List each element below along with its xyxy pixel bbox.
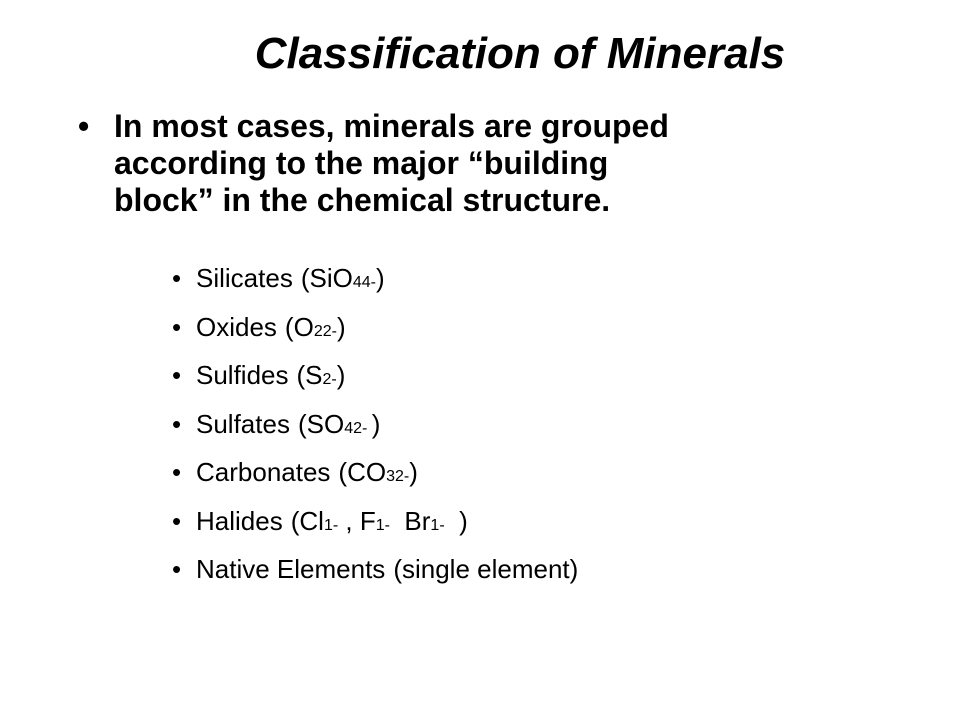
bullet-icon: • <box>172 263 182 293</box>
mineral-group-name: Oxides <box>196 311 277 342</box>
mineral-group-name: Sulfides <box>196 360 289 390</box>
formula-open: (Cl <box>290 505 324 536</box>
bullet-icon: • <box>172 360 182 390</box>
list-item-native-elements <box>172 549 578 598</box>
mineral-group-name: Sulfates <box>196 408 290 439</box>
list-item-carbonates: • Carbonates (CO 3 2- ) <box>172 452 578 501</box>
formula-open: (O <box>284 311 314 342</box>
bullet-icon: • <box>172 554 182 584</box>
list-item-halides: • Halides (Cl 1- , F 1- Br 1- ) <box>172 501 578 550</box>
formula-open: (single element) <box>393 554 579 584</box>
formula-close: ) <box>375 263 385 293</box>
formula-open: (CO <box>338 457 387 487</box>
formula-open: (SO <box>297 408 345 439</box>
mineral-group-name: Carbonates <box>196 457 331 487</box>
formula-close: ) <box>336 360 346 390</box>
bullet-icon: • <box>172 457 182 487</box>
bullet-icon: • <box>172 311 182 342</box>
formula-close: ) <box>409 457 418 487</box>
formula-part: Br <box>389 505 431 536</box>
main-bullet-text: In most cases, minerals are grouped according to the major “building block” in the chemical structure. <box>114 108 669 218</box>
mineral-group-name: Native Elements <box>196 554 386 584</box>
mineral-group-name: Silicates <box>196 263 293 293</box>
bullet-icon: • <box>172 505 182 536</box>
formula-close: ) <box>444 505 468 536</box>
formula-close: ) <box>371 408 381 439</box>
mineral-group-name: Halides <box>196 505 283 536</box>
formula-open: (S <box>296 360 323 390</box>
list-item-sulfates: • Sulfates (SO 4 2- ) <box>172 404 578 453</box>
formula-open: (SiO <box>300 263 353 293</box>
main-bullet <box>78 108 878 219</box>
slide-title: Classification of Minerals <box>254 29 786 78</box>
mineral-group-list <box>172 258 578 598</box>
list-item-sulfides: • Sulfides (S 2- ) <box>172 355 578 404</box>
list-item-silicates: • Silicates (SiO 4 4- ) <box>172 258 578 307</box>
formula-close: ) <box>336 311 346 342</box>
formula-part: , F <box>338 505 376 536</box>
bullet-icon: • <box>172 408 182 439</box>
bullet-icon: • <box>78 108 90 144</box>
list-item-oxides: • Oxides (O 2 2- ) <box>172 307 578 356</box>
